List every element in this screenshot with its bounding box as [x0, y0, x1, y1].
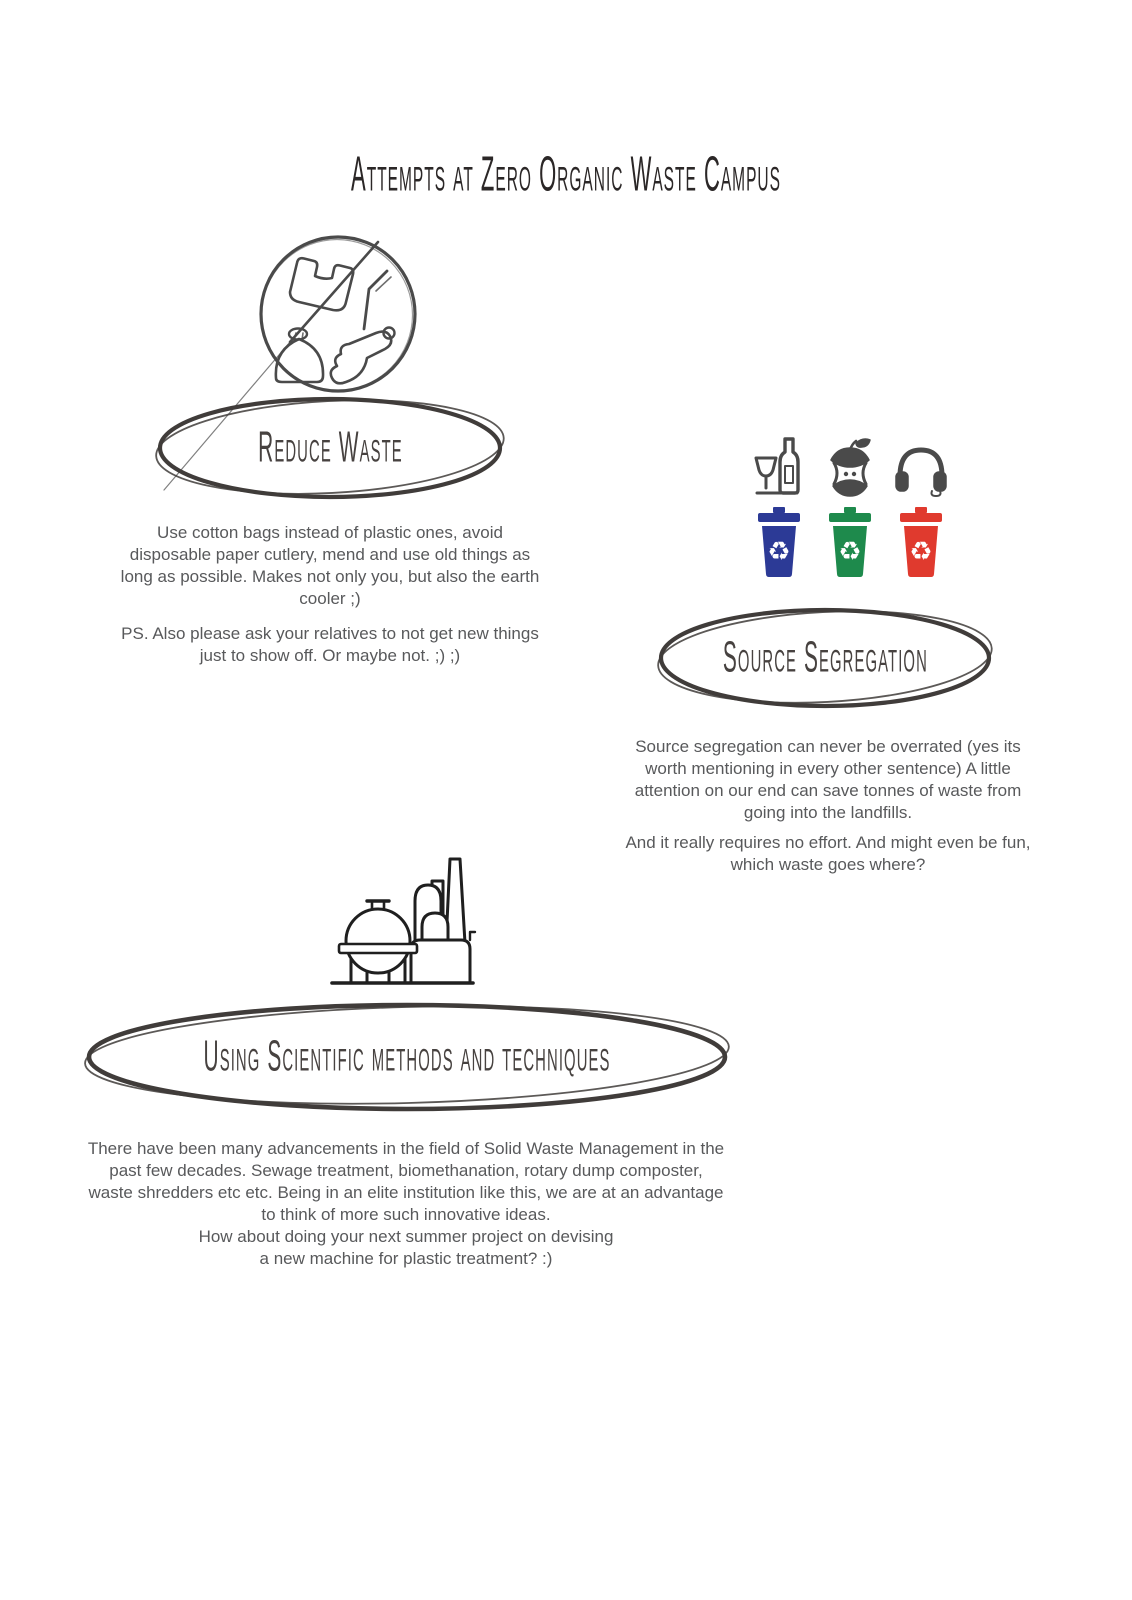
apple-core-icon [823, 436, 877, 498]
plastic-bag-icon [290, 258, 353, 310]
e-waste-column [892, 436, 950, 577]
reduce-waste-heading: Reduce Waste [257, 423, 403, 472]
straw-icon [364, 271, 387, 329]
wine-bottle-glass-icon [752, 436, 806, 498]
scientific-methods-body: There have been many advancements in the field of Solid Waste Management in the past few decades. Sewage treatment, biomethanation, rotary dump composter, waste shredders etc etc. Being in an elite institution like this, we are at an advantage to think of more such innovative ideas. [87, 1139, 725, 1225]
reduce-waste-heading-oval [152, 392, 508, 504]
source-segregation-text-block [618, 736, 1038, 877]
source-segregation-body2: And it really requires no effort. And might even be fun, which waste goes where? [625, 833, 1031, 875]
source-segregation-body: Source segregation can never be overrated (yes its worth mentioning in every other sentence) A little attention on our end can save tonnes of waste from going into the landfills. [634, 737, 1022, 823]
scientific-methods-heading-oval [82, 998, 732, 1116]
recycle-symbol: ♻ [909, 537, 933, 567]
glass-waste-column [750, 436, 808, 577]
page-title: Attempts at Zero Organic Waste Campus [351, 147, 781, 202]
source-segregation-heading-oval [655, 603, 995, 713]
reduce-waste-body: Use cotton bags instead of plastic ones, avoid disposable paper cutlery, mend and use old things as long as possible. Makes not only you, but also the earth cooler ;) [120, 523, 540, 609]
scientific-methods-closing-1: How about doing your next summer project on devising [198, 1227, 614, 1247]
blue-recycling-bin [757, 507, 801, 577]
source-segregation-heading: Source Segregation [722, 633, 928, 682]
scientific-methods-closing-2: a new machine for plastic treatment? :) [259, 1249, 553, 1269]
segregation-bins-group [750, 436, 950, 577]
recycle-symbol: ♻ [767, 537, 791, 567]
headphones-icon [894, 436, 948, 498]
reduce-waste-text-block [120, 522, 540, 668]
recycle-symbol: ♻ [838, 537, 862, 567]
pouch-icon [276, 339, 323, 382]
scientific-methods-text-block [86, 1138, 726, 1271]
factory-icon [325, 843, 480, 991]
green-recycling-bin [828, 507, 872, 577]
scientific-methods-heading: Using Scientific methods and techniques [203, 1032, 611, 1081]
reduce-waste-ps: PS. Also please ask your relatives to not get new things just to show off. Or maybe not. ;) ;) [121, 624, 539, 666]
red-recycling-bin [899, 507, 943, 577]
organic-waste-column [821, 436, 879, 577]
